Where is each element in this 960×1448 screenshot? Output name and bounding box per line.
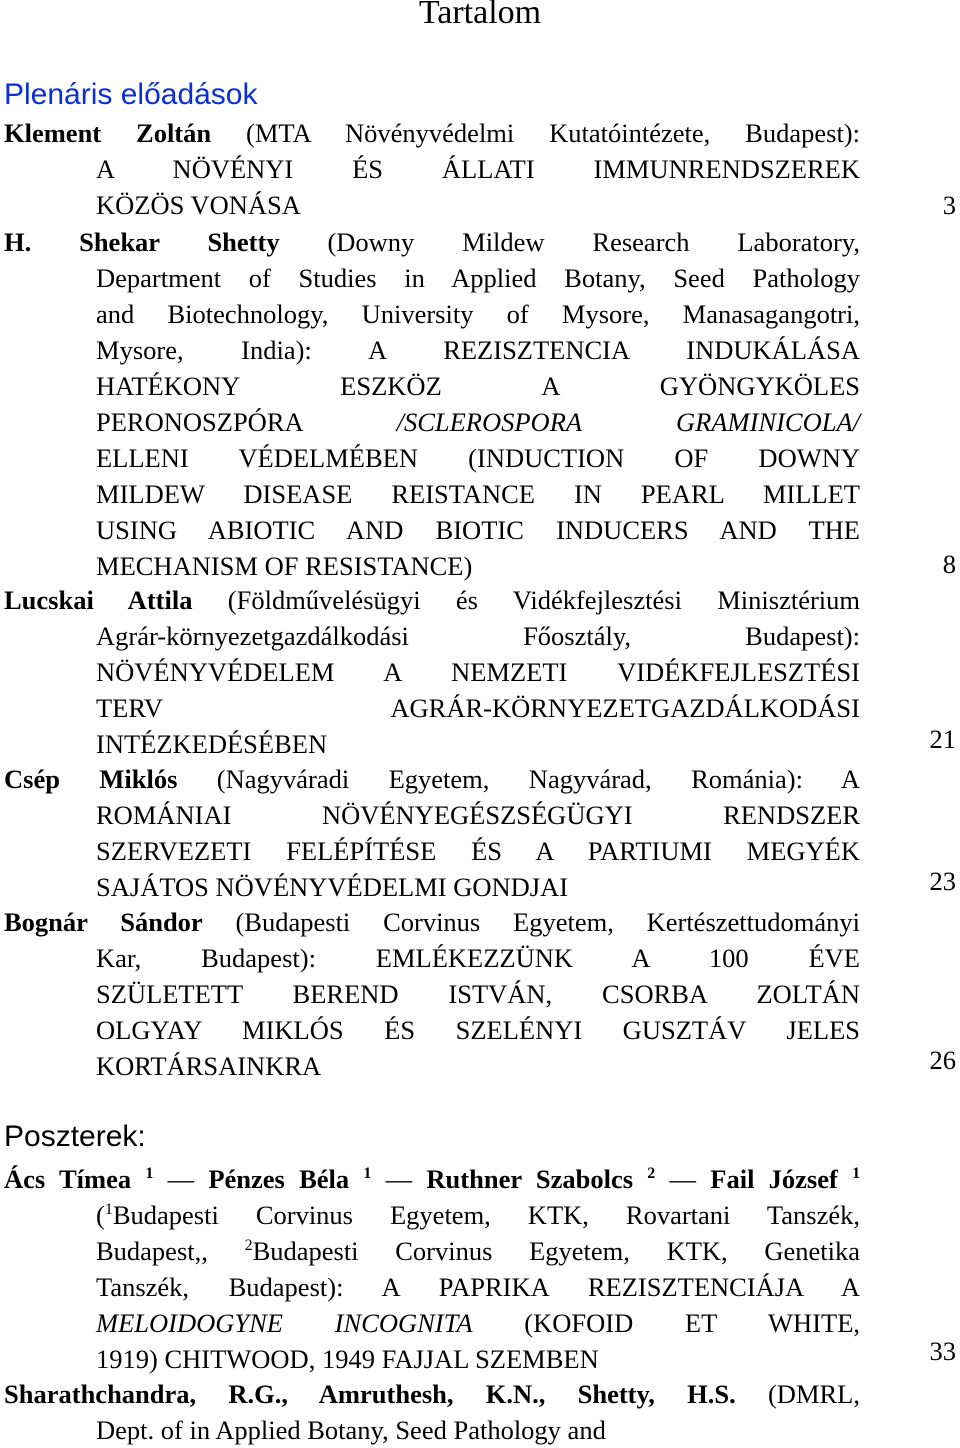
entry-title-line: 1919) CHITWOOD, 1949 FAJJAL SZEMBEN [96, 1344, 599, 1374]
page-number: 23 [929, 866, 956, 896]
page-number: 21 [929, 724, 956, 754]
entry-title-line: KORTÁRSAINKRA [96, 1051, 322, 1081]
entry-title-line: ELLENI VÉDELMÉBEN (INDUCTION OF DOWNY [96, 443, 860, 473]
entry-affiliation: (DMRL, [767, 1379, 860, 1409]
entry-author: Lucskai Attila [4, 585, 193, 615]
entry-affiliation: (Budapesti Corvinus Egyetem, Kertészettudományi [235, 907, 860, 937]
entry-affiliation: and Biotechnology, University of Mysore, Manasagangotri, [96, 299, 860, 329]
entry-title-line: SZERVEZETI FELÉPÍTÉSE ÉS A PARTIUMI MEGYÉK [96, 836, 860, 866]
entry-affiliation: (Downy Mildew Research Laboratory, [327, 227, 861, 257]
entry-species-name: MELOIDOGYNE INCOGNITA [96, 1308, 473, 1338]
entry-author: Csép Miklós [4, 764, 178, 794]
entry-affiliation: Department of Studies in Applied Botany, Seed Pathology [96, 263, 860, 293]
section-heading-plenary: Plenáris előadások [4, 78, 258, 111]
entry-affiliation: (MTA Növényvédelmi Kutatóintézete, Budapest): [246, 118, 860, 148]
entry-title-line: A REZISZTENCIA INDUKÁLÁSA [367, 335, 860, 365]
entry-author: Klement Zoltán [4, 118, 212, 148]
entry-author: Fail József $^1$ [710, 1164, 861, 1194]
entry-title-line: PERONOSZPÓRA [96, 407, 303, 437]
entry-title-line: OLGYAY MIKLÓS ÉS SZELÉNYI GUSZTÁV JELES [96, 1015, 860, 1045]
entry-affiliation: Tanszék, Budapest): [96, 1272, 344, 1302]
section-heading-posters: Poszterek: [4, 1120, 146, 1153]
entry-title-line: MECHANISM OF RESISTANCE) [96, 551, 473, 581]
entry-title-line: ROMÁNIAI NÖVÉNYEGÉSZSÉGÜGYI RENDSZER [96, 800, 860, 830]
page-number: 8 [942, 549, 956, 579]
page-number: 3 [942, 190, 956, 220]
entry-author: Ruthner Szabolcs $^2$ [426, 1164, 656, 1194]
entry-title-line: A [840, 764, 861, 794]
entry-title-line: NÖVÉNYVÉDELEM A NEMZETI VIDÉKFEJLESZTÉSI [96, 657, 860, 687]
entry-species-name: /SCLEROSPORA GRAMINICOLA/ [396, 407, 860, 437]
entry-affiliation: Dept. of in Applied Botany, Seed Pathology and [96, 1415, 606, 1445]
entry-title-line: TERV AGRÁR-KÖRNYEZETGAZDÁLKODÁSI [96, 693, 860, 723]
entry-affiliation: ($^1$Budapesti Corvinus Egyetem, KTK, Rovartani Tanszék, [96, 1200, 860, 1230]
entry-affiliation: (Nagyváradi Egyetem, Nagyvárad, Románia): [216, 764, 803, 794]
entry-title-line: SAJÁTOS NÖVÉNYVÉDELMI GONDJAI [96, 872, 569, 902]
entry-author: H. Shekar Shetty [4, 227, 280, 257]
entry-affiliation: Budapest,, $^2$Budapesti Corvinus Egyetem, KTK, Genetika [96, 1236, 860, 1266]
entry-affiliation: Agrár-környezetgazdálkodási Főosztály, Budapest): [96, 621, 860, 651]
entry-title-line: A PAPRIKA REZISZTENCIÁJA A [381, 1272, 860, 1302]
entry-affiliation: (Földművelésügyi és Vidékfejlesztési Minisztérium [227, 585, 861, 615]
entry-affiliation: Mysore, India): [96, 335, 312, 365]
entry-author: Bognár Sándor [4, 907, 203, 937]
entry-title-line: A NÖVÉNYI ÉS ÁLLATI IMMUNRENDSZEREK [96, 154, 860, 184]
entry-affiliation: Kar, Budapest): [96, 943, 316, 973]
entry-title-line: MILDEW DISEASE REISTANCE IN PEARL MILLET [96, 479, 860, 509]
entry-author: Ács Tímea $^1$ [4, 1164, 154, 1194]
page-number: 33 [929, 1336, 956, 1366]
entry-title-line: (KOFOID ET WHITE, [524, 1308, 861, 1338]
entry-title-line: USING ABIOTIC AND BIOTIC INDUCERS AND THE [96, 515, 860, 545]
entry-title-line: INTÉZKEDÉSÉBEN [96, 729, 328, 759]
entry-author: Sharathchandra, R.G., Amruthesh, K.N., Shetty, H.S. [4, 1379, 736, 1409]
entry-author: Pénzes Béla $^1$ [208, 1164, 372, 1194]
entry-title-line: EMLÉKEZZÜNK A 100 ÉVE [375, 943, 860, 973]
entry-title-line: KÖZÖS VONÁSA [96, 190, 301, 220]
entry-title-line: HATÉKONY ESZKÖZ A GYÖNGYKÖLES [96, 371, 860, 401]
entry-title-line: SZÜLETETT BEREND ISTVÁN, CSORBA ZOLTÁN [96, 979, 860, 1009]
page-number: 26 [929, 1045, 956, 1075]
page-title: Tartalom [418, 0, 542, 31]
